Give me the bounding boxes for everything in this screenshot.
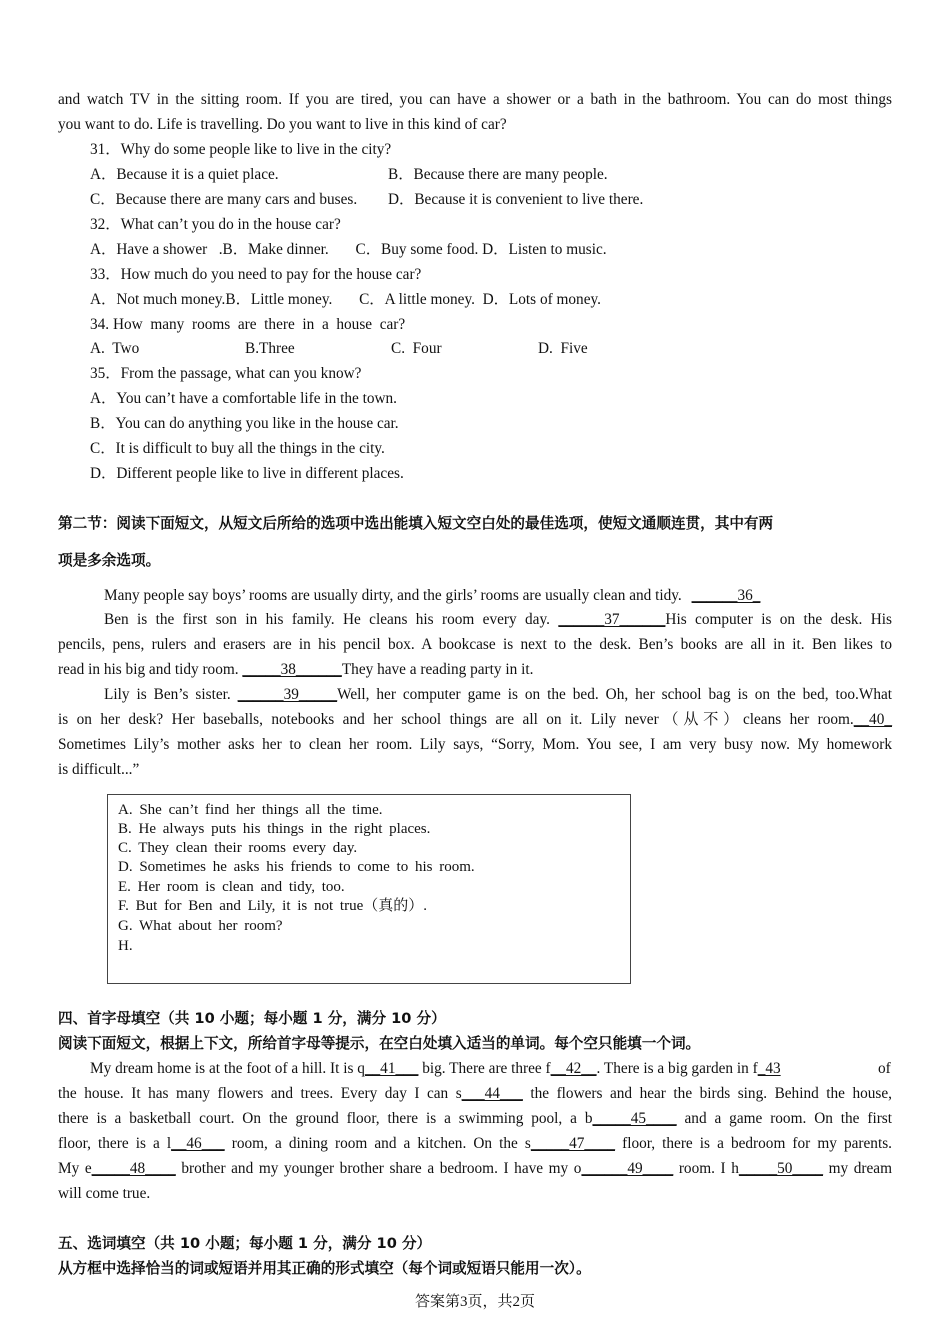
option-g: G. What about her room?	[118, 918, 283, 934]
fill-passage-line: My e_____48____ brother and my younger brother share a bedroom. I have my o______49____ room. I h_____50____ my dream	[58, 1160, 892, 1177]
question-31-option-d: D．Because it is convenient to live there.	[388, 191, 644, 208]
page-footer: 答案第3页，共2页	[414, 1294, 535, 1310]
question-34-option-c: C. Four	[391, 340, 442, 357]
question-33-stem: 33．How much do you need to pay for the house car?	[90, 266, 422, 283]
question-35-option-a: A．You can’t have a comfortable life in the town.	[90, 390, 397, 407]
blank-37: ______37______	[558, 611, 666, 628]
question-34-option-a: A. Two	[90, 340, 140, 357]
fill-passage-line: will come true.	[58, 1185, 151, 1202]
blank-44: ___44___	[461, 1085, 523, 1102]
cloze-passage-line: is on her desk? Her baseballs, notebooks and her school things are all on it. Lily never（从不）cleans her room.__40_	[58, 711, 892, 728]
cloze-passage-line: read in his big and tidy room. _____38______They have a reading party in it.	[58, 661, 534, 678]
question-31-stem: 31．Why do some people like to live in the city?	[90, 141, 392, 158]
question-35-option-d: D．Different people like to live in different places.	[90, 465, 404, 482]
option-b: B. He always puts his things in the right places.	[118, 821, 431, 837]
fill-passage-line: My dream home is at the foot of a hill. It is q__41___ big. There are three f__42__. There is a big garden in f_43	[90, 1060, 781, 1077]
question-35-option-c: C．It is difficult to buy all the things in the city.	[90, 440, 385, 457]
blank-46: __46___	[171, 1135, 225, 1152]
blank-36: ______36_	[691, 587, 761, 604]
question-34-stem: 34. How many rooms are there in a house car?	[90, 316, 406, 333]
fill-passage-line: there is a basketball court. On the ground floor, there is a swimming pool, a b_____45____ and a game room. On the first	[58, 1110, 892, 1127]
section-5-instruction: 从方框中选择恰当的词或短语并用其正确的形式填空（每个词或短语只能用一次）。	[58, 1260, 591, 1277]
option-a: A. She can’t find her things all the time.	[118, 802, 383, 818]
blank-42: __42__	[550, 1060, 597, 1077]
blank-47: _____47____	[530, 1135, 616, 1152]
question-34-option-b: B.Three	[245, 340, 295, 357]
option-c: C. They clean their rooms every day.	[118, 840, 358, 856]
option-d: D. Sometimes he asks his friends to come to his room.	[118, 859, 475, 875]
blank-49: ______49____	[581, 1160, 674, 1177]
passage-line: you want to do. Life is travelling. Do you want to live in this kind of car?	[58, 116, 507, 133]
blank-41: __41___	[364, 1060, 419, 1077]
blank-43: _43	[757, 1060, 781, 1077]
section-5-heading: 五、选词填空（共 10 小题；每小题 1 分，满分 10 分）	[58, 1235, 432, 1252]
section-4-heading: 四、首字母填空（共 10 小题；每小题 1 分，满分 10 分）	[58, 1010, 446, 1027]
question-31-option-a: A．Because it is a quiet place.	[90, 166, 279, 183]
cloze-passage-line: Ben is the first son in his family. He cleans his room every day. ______37______His computer is on the desk. His	[104, 611, 893, 628]
blank-48: _____48____	[91, 1160, 176, 1177]
blank-45: _____45____	[592, 1110, 677, 1127]
cloze-passage-line: is difficult...”	[58, 761, 140, 778]
blank-39: ______39_____	[237, 686, 338, 703]
section-4-instruction: 阅读下面短文，根据上下文，所给首字母等提示，在空白处填入适当的单词。每个空只能填一个词。	[58, 1035, 701, 1052]
fill-passage-word: of	[878, 1060, 891, 1077]
section-2-heading-cont: 项是多余选项。	[58, 552, 161, 569]
cloze-passage-line: Lily is Ben’s sister. ______39_____Well, her computer game is on the bed. Oh, her school bag is on the bed, too.What	[104, 686, 893, 703]
question-35-stem: 35．From the passage, what can you know?	[90, 365, 362, 382]
option-e: E. Her room is clean and tidy, too.	[118, 879, 345, 895]
option-f: F. But for Ben and Lily, it is not true（真的）.	[118, 898, 427, 914]
question-32-stem: 32．What can’t you do in the house car?	[90, 216, 341, 233]
blank-40: __40_	[853, 711, 892, 728]
blank-38: _____38______	[242, 661, 342, 678]
question-35-option-b: B．You can do anything you like in the house car.	[90, 415, 399, 432]
question-34-option-d: D. Five	[538, 340, 588, 357]
cloze-passage-line: Many people say boys’ rooms are usually dirty, and the girls’ rooms are usually clean and tidy. ______36_	[104, 587, 761, 604]
question-33-options: A．Not much money.B．Little money. C．A little money. D．Lots of money.	[90, 291, 601, 308]
blank-50: _____50____	[738, 1160, 824, 1177]
section-2-heading: 第二节：阅读下面短文，从短文后所给的选项中选出能填入短文空白处的最佳选项，使短文通顺连贯，其中有两	[58, 515, 774, 532]
cloze-passage-line: Sometimes Lily’s mother asks her to clean her room. Lily says, “Sorry, Mom. You see, I am very busy now. My homework	[58, 736, 892, 753]
fill-passage-line: the house. It has many flowers and trees. Every day I can s___44___ the flowers and hear the birds sing. Behind the house,	[58, 1085, 892, 1102]
question-32-options: A．Have a shower .B．Make dinner. C．Buy some food. D．Listen to music.	[90, 241, 607, 258]
fill-passage-line: floor, there is a l__46___ room, a dining room and a kitchen. On the s_____47____ floor, there is a bedroom for my parents.	[58, 1135, 892, 1152]
passage-line: and watch TV in the sitting room. If you are tired, you can have a shower or a bath in the bathroom. You can do most things	[58, 91, 892, 108]
cloze-passage-line: pencils, pens, rulers and erasers are in his pencil box. A bookcase is next to the desk. Ben’s books are all in it. Ben likes to	[58, 636, 892, 653]
question-31-option-b: B．Because there are many people.	[388, 166, 608, 183]
question-31-option-c: C．Because there are many cars and buses.	[90, 191, 358, 208]
option-h: H.	[118, 938, 133, 954]
